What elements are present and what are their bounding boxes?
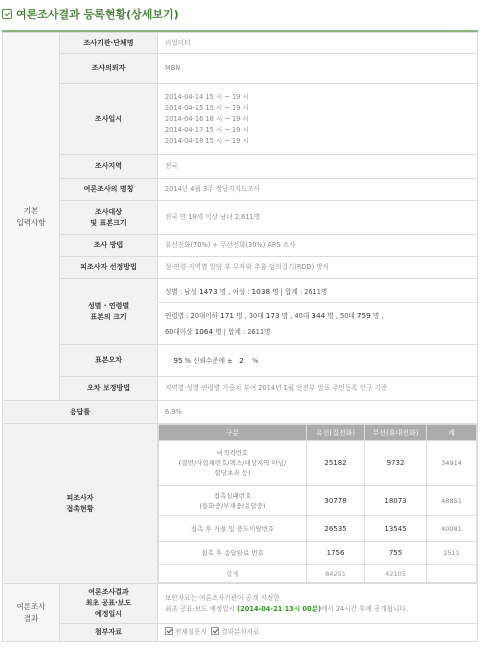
dates-value: [158, 84, 478, 155]
agency-label: 조사기관·단체명: [60, 33, 158, 54]
wired-count: 26535: [307, 516, 365, 542]
method-label: 조사 방법: [60, 235, 158, 257]
checkbox-icon: [2, 9, 12, 19]
date-line: 2014-04-14 15 시 ~ 19 시: [165, 92, 249, 101]
table-row-total: [159, 565, 477, 583]
publish-value: 보안자료는 여론조사기관이 공개 지정한 최초 공표·보도 예정일시 (2014-04-21 13시 00분)에서 24시간 후에 공개됩니다.: [158, 584, 478, 624]
age-lines: 연령별 : 20대이하 171 명 , 30대 173 명 , 40대 344 명 , 50대 759 명 , 60대이상 1064 명 | 합계 : 2611명: [165, 310, 384, 336]
wireless-count: 9732: [365, 441, 427, 486]
row-label: 비적격번호 (결번/사업체번호/팩스/대상지역 아님/ 할당초과 등): [159, 441, 307, 486]
wired-count: 30778: [307, 486, 365, 516]
agency-value: 리얼미터: [158, 33, 478, 54]
total-count: 48851: [427, 486, 477, 516]
contact-header: 무선(휴대전화): [365, 425, 427, 441]
table-row: [159, 516, 477, 542]
publish-date: (2014-04-21 13시 00분): [237, 604, 321, 613]
region-label: 조사지역: [60, 155, 158, 179]
error-label: 표본오차: [60, 345, 158, 377]
wireless-count: 18073: [365, 486, 427, 516]
error-margin: 2: [238, 355, 244, 365]
wireless-count: 755: [365, 542, 427, 565]
client-label: 조사의뢰자: [60, 54, 158, 84]
sampling-value: 성·연령·지역별 할당 후 무작위 추출 임의걸기(RDD) 방식: [158, 257, 478, 279]
contact-header: 구분: [159, 425, 307, 441]
contact-cell: [158, 424, 478, 584]
table-row: [159, 441, 477, 486]
contact-header: 계: [427, 425, 477, 441]
row-label: 접촉 후 응답완료 번호: [159, 542, 307, 565]
age20-count: 171: [220, 310, 235, 320]
date-line: 2014-04-18 15 시 ~ 19 시: [165, 136, 249, 145]
sample-size-label: 성별 · 연령별 표본의 크기: [60, 279, 158, 345]
male-count: 1473: [199, 286, 218, 296]
total-count: 40081: [427, 516, 477, 542]
response-rate-value: 6.9%: [158, 401, 478, 424]
total-count: [427, 565, 477, 583]
dates-label: 조사일시: [60, 84, 158, 155]
checkbox-icon: [211, 627, 219, 635]
survey-name-label: 여론조사의 명칭: [60, 179, 158, 201]
response-rate-label: 응답률: [3, 401, 158, 424]
attachment-questionnaire[interactable]: 전체질문지: [165, 628, 207, 636]
contact-category: 피조사자 접촉현황: [3, 424, 158, 584]
row-label: 접촉 후 거절 및 중도이탈번호: [159, 516, 307, 542]
age30-count: 173: [265, 310, 280, 320]
publish-label: 여론조사결과 최초 공표·보도 예정일시: [60, 584, 158, 624]
total-count: 34914: [427, 441, 477, 486]
confidence-level: 95: [173, 355, 183, 365]
total-count: 2511: [427, 542, 477, 565]
date-line: 2014-04-17 15 시 ~ 19 시: [165, 125, 249, 134]
wireless-count: 42105: [365, 565, 427, 583]
contact-table: [158, 424, 477, 583]
page-header: [0, 0, 480, 28]
wired-count: 1756: [307, 542, 365, 565]
age40-count: 344: [311, 310, 326, 320]
target-value: 전국 만 19세 이상 남녀 2,611명: [158, 201, 478, 235]
gender-line: 성별 : 남성 1473 명 , 여성 : 1038 명 | 합계 : 2611명: [158, 281, 477, 303]
weighting-label: 오차 보정방법: [60, 377, 158, 401]
female-count: 1038: [251, 286, 271, 296]
detail-table-container: [2, 30, 478, 642]
survey-name-value: 2014년 4월 3주 정당지지도조사: [158, 179, 478, 201]
contact-header: 유선(집전화): [307, 425, 365, 441]
detail-table: [2, 32, 478, 642]
row-label: 합계: [159, 565, 307, 583]
age50-count: 759: [356, 310, 371, 320]
attachment-analysis[interactable]: 결과분석자료: [211, 628, 259, 636]
method-value: 유선전화(70%) + 무선전화(30%) ARS 조사: [158, 235, 478, 257]
attachments-value: [158, 624, 478, 642]
sampling-label: 피조사자 선정방법: [60, 257, 158, 279]
date-line: 2014-04-15 15 시 ~ 19 시: [165, 103, 249, 112]
result-category: 여론조사 결과: [3, 584, 60, 642]
region-value: 전국: [158, 155, 478, 179]
client-value: MBN: [158, 54, 478, 84]
table-row: [159, 542, 477, 565]
basic-category: 기본 입력사항: [3, 33, 60, 401]
age60-count: 1064: [194, 326, 214, 336]
error-value: 95 % 신뢰수준에 ± 2 %: [158, 345, 478, 377]
sample-size-value: [158, 279, 478, 345]
page-title: 여론조사결과 등록현황(상세보기): [16, 8, 179, 21]
wired-count: 25182: [307, 441, 365, 486]
date-line: 2014-04-16 18 시 ~ 19 시: [165, 114, 249, 123]
weighting-value: 지역별·성별·연령별 가중치 부여 2014년 1월 안전부 말표 주민등록 인구 기준: [158, 377, 478, 401]
target-label: 조사대상 및 표본크기: [60, 201, 158, 235]
wireless-count: 13545: [365, 516, 427, 542]
attachments-label: 첨부자료: [60, 624, 158, 642]
wired-count: 84251: [307, 565, 365, 583]
checkbox-icon: [165, 627, 173, 635]
table-row: [159, 486, 477, 516]
row-label: 접촉실패번호 (통화중/부재중/응답중): [159, 486, 307, 516]
